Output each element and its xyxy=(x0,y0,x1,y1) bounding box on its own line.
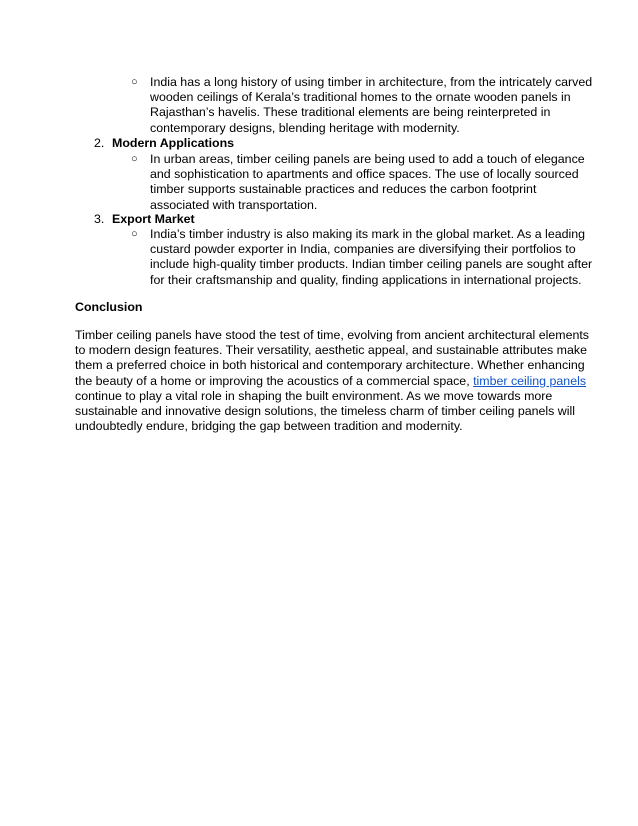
sub-bullet-modern-text xyxy=(150,152,585,213)
text-line: Rajasthan’s havelis. These traditional elements are being reinterpreted in xyxy=(150,105,551,120)
text-line: undoubtedly endure, bridging the gap between tradition and modernity. xyxy=(75,419,463,434)
sub-bullet-marker: ○ xyxy=(131,76,138,88)
text-line: India’s timber industry is also making its mark in the global market. As a leading xyxy=(150,227,586,241)
sub-bullet-heritage-text xyxy=(150,75,593,136)
text-line: sustainable and innovative design solutions, the timeless charm of timber ceiling panels will xyxy=(75,404,576,419)
text-line: continue to play a vital role in shaping the built environment. As we move towards more xyxy=(75,388,553,403)
text-line: to modern design features. Their versatility, aesthetic appeal, and sustainable attributes make xyxy=(75,343,587,358)
text-line: and sophistication to apartments and office spaces. The use of locally sourced xyxy=(150,167,579,182)
text-line: for their craftsmanship and quality, finding applications in international projects. xyxy=(150,272,582,287)
timber-ceiling-panels-link[interactable]: timber ceiling panels xyxy=(473,373,587,388)
text-line: custard powder exporter in India, companies are diversifying their portfolios to xyxy=(150,242,576,257)
text-line-with-link xyxy=(75,373,587,389)
heading-modern-applications: Modern Applications xyxy=(112,136,235,150)
sub-bullet-marker: ○ xyxy=(131,153,138,165)
text-line: associated with transportation. xyxy=(150,197,318,212)
text-line: them a preferred choice in both historical and contemporary architecture. Whether enhancing xyxy=(75,358,585,373)
text-line: Timber ceiling panels have stood the test of time, evolving from ancient architectural elements xyxy=(75,328,590,342)
heading-export-market: Export Market xyxy=(112,212,195,226)
list-number-3: 3. xyxy=(94,212,105,226)
sub-bullet-marker: ○ xyxy=(131,228,138,240)
text-line: wooden ceilings of Kerala’s traditional homes to the ornate wooden panels in xyxy=(150,90,571,105)
text-line: India has a long history of using timber in architecture, from the intricately carved xyxy=(150,75,593,89)
sub-bullet-export-text xyxy=(150,227,593,288)
conclusion-heading: Conclusion xyxy=(75,300,143,314)
conclusion-paragraph xyxy=(75,328,590,434)
text-segment: the beauty of a home or improving the acoustics of a commercial space, xyxy=(75,373,474,388)
text-line: include high-quality timber products. Indian timber ceiling panels are sought after xyxy=(150,257,593,272)
text-line: In urban areas, timber ceiling panels are being used to add a touch of elegance xyxy=(150,152,585,166)
list-number-2: 2. xyxy=(94,136,105,150)
text-line: timber supports sustainable practices and reduces the carbon footprint xyxy=(150,182,537,197)
text-line: contemporary designs, blending heritage with modernity. xyxy=(150,120,460,135)
